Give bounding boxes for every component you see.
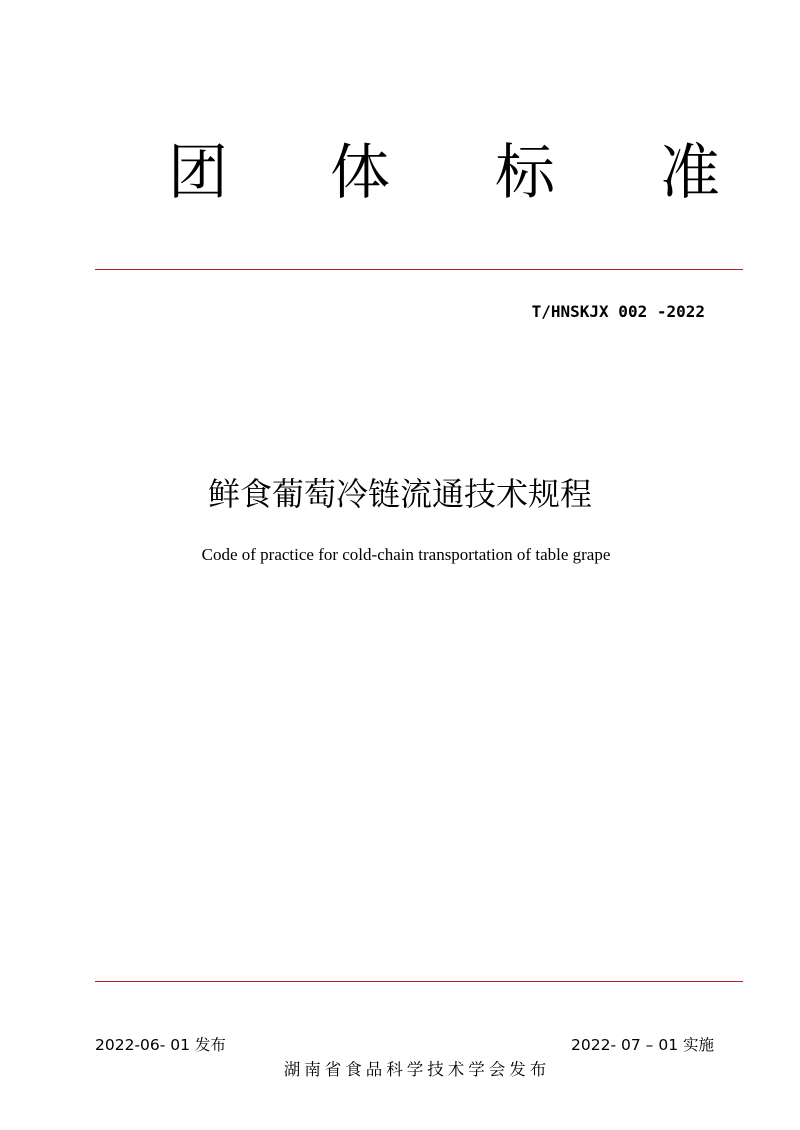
document-title-english: Code of practice for cold-chain transportation of table grape [201, 545, 611, 564]
document-title-chinese: 鲜食葡萄冷链流通技术规程 [207, 475, 592, 513]
publisher: 湖南省食品科学技术学会发布 [283, 1060, 551, 1079]
heading-char-2: 体 [330, 138, 390, 208]
heading-char-3: 标 [495, 138, 555, 208]
bottom-divider [95, 981, 743, 982]
standard-code: T/HNSKJX 002 -2022 [531, 302, 705, 321]
heading-char-1: 团 [168, 138, 228, 208]
heading-char-4: 准 [660, 138, 720, 208]
publish-date: 2022-06- 01 发布 [95, 1036, 226, 1054]
top-divider [95, 269, 743, 270]
implementation-date: 2022- 07 – 01 实施 [571, 1036, 714, 1054]
